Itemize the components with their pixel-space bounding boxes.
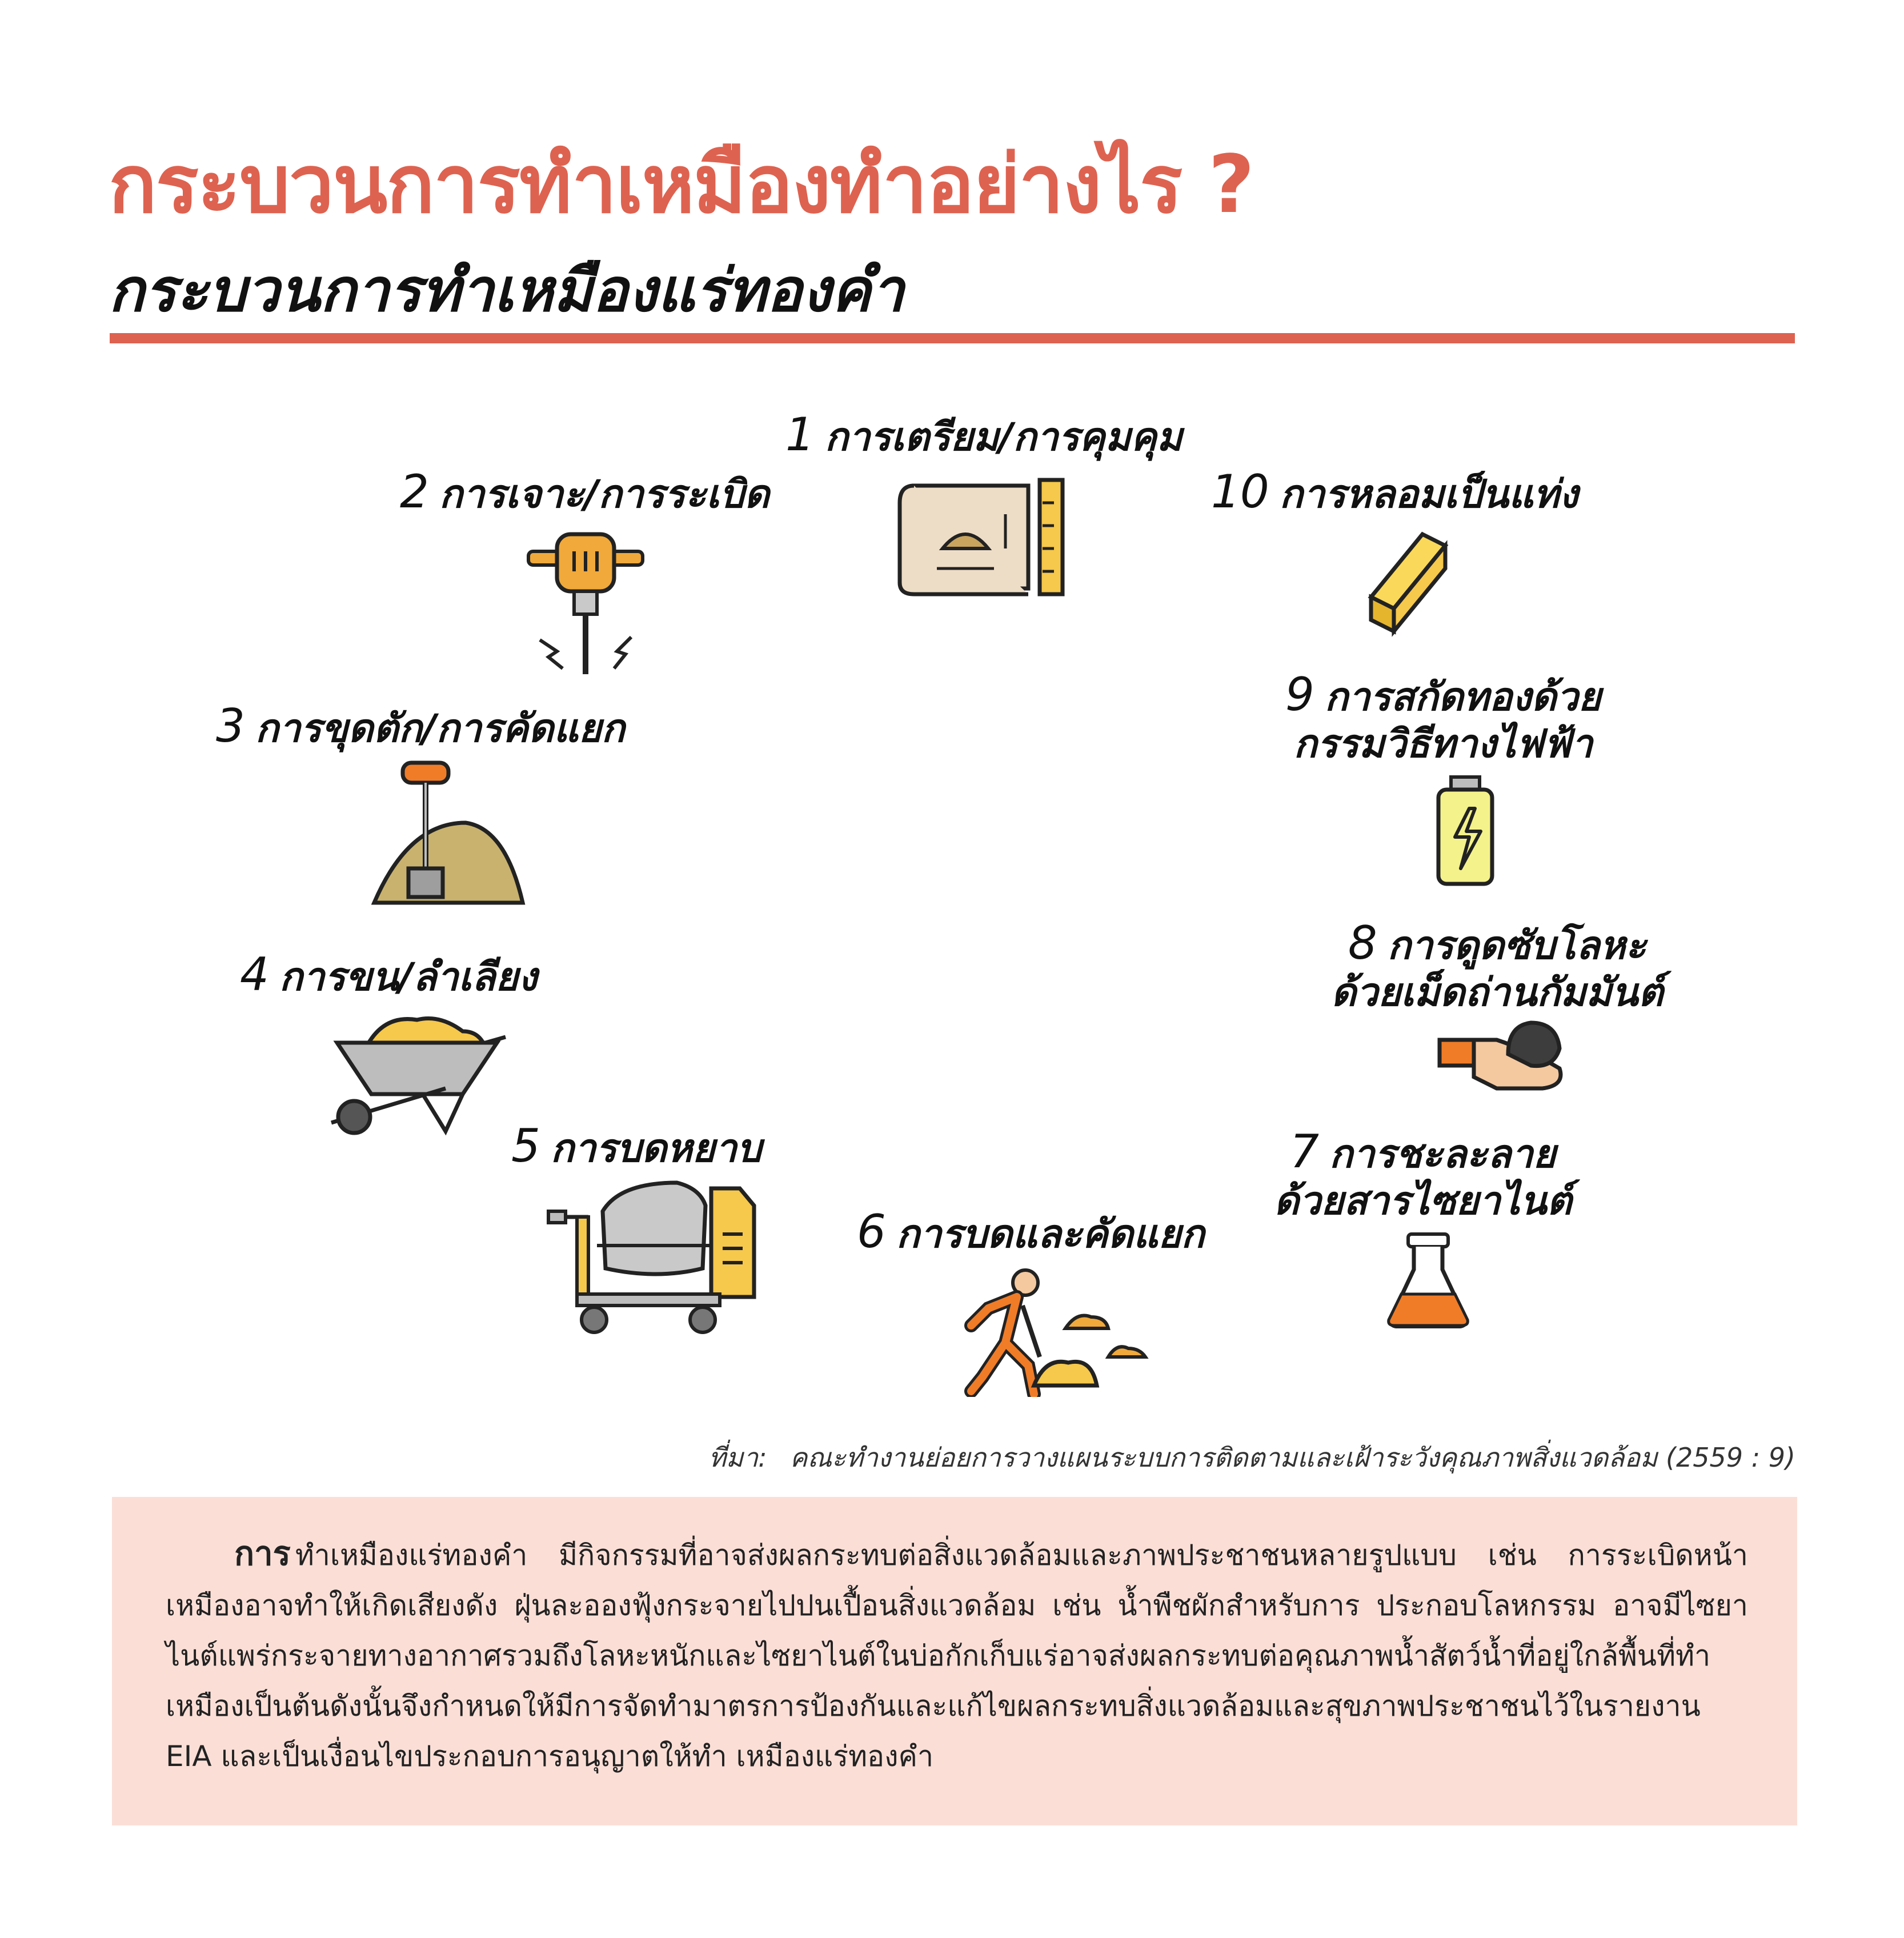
jackhammer-icon: [523, 528, 648, 677]
info-paragraph: [166, 1528, 1748, 1781]
wheelbarrow-icon: [326, 1008, 508, 1140]
step-9-label: 9 การสกัดทองด้วย กรรมวิธีทางไฟฟ้า: [1285, 668, 1601, 767]
source-label: ที่มา:: [708, 1442, 767, 1473]
step-6-label: 6 การบดและคัดแยก: [857, 1205, 1205, 1258]
source-citation: [709, 1437, 1795, 1479]
blueprint-icon: [897, 474, 1074, 600]
page-subtitle: กระบวนการทำเหมืองแร่ทองคำ: [109, 255, 904, 325]
step-8-label: 8 การดูดซับโลหะ ด้วยเม็ดถ่านกัมมันต์: [1331, 916, 1664, 1015]
source-text: คณะทำงานย่อยการวางแผนระบบการติดตามและเฝ้าระวังคุณภาพสิ่งแวดล้อม (2559 : 9): [789, 1442, 1795, 1473]
gold-bar-icon: [1360, 528, 1451, 643]
shovel-icon: [371, 757, 526, 911]
step-7-label: 7 การชะละลาย ด้วยสารไซยาไนต์: [1274, 1125, 1572, 1224]
flask-icon: [1385, 1231, 1471, 1328]
mixer-icon: [546, 1177, 757, 1337]
digger-icon: [960, 1266, 1154, 1397]
title-divider: [110, 333, 1795, 343]
step-1-label: 1 การเตรียม/การคุมคุม: [785, 408, 1183, 461]
hand-coal-icon: [1434, 1017, 1565, 1097]
battery-icon: [1434, 774, 1497, 888]
page-title: กระบวนการทำเหมืองทำอย่างไร ?: [109, 138, 1254, 231]
paragraph-lead: การ: [234, 1534, 291, 1573]
step-2-label: 2 การเจาะ/การระเบิด: [400, 465, 769, 518]
step-3-label: 3 การขุดตัก/การคัดแยก: [216, 699, 625, 752]
step-10-label: 10 การหลอมเป็นแท่ง: [1211, 465, 1578, 518]
step-5-label: 5 การบดหยาบ: [511, 1119, 762, 1172]
paragraph-body: ทำเหมืองแร่ทองคำ มีกิจกรรมที่อาจส่งผลกระทบต่อสิ่งแวดล้อมและภาพประชาชนหลายรูปแบบ เช่น การระเบิดหน้าเหมืองอาจทำให้เกิดเสียงดัง ฝุ่นละอองฟุ้งกระจายไปปนเปื้อนสิ่งแวดล้อม เช่น น้ำพืชผักสำหรับการ ประกอบโลหกรรม อาจมีไซยาไนต์แพร่กระจายทางอากาศรวมถึงโลหะหนักและไซยาไนต์ในบ่อกักเก็บแร่อาจส่งผลกระทบต่อคุณภาพน้ำสัตว์น้ำที่อยู่ใกล้พื้นที่ทำเหมืองเป็นต้นดังนั้นจึงกำหนดให้มีการจัดทำมาตรการป้องกันและแก้ไขผลกระทบสิ่งแวดล้อมและสุขภาพประชาชนไว้ในรายงาน EIA และเป็นเงื่อนไขประกอบการอนุญาตให้ทำ เหมืองแร่ทองคำ: [166, 1539, 1748, 1773]
step-4-label: 4 การขน/ลำเลียง: [240, 948, 538, 1001]
